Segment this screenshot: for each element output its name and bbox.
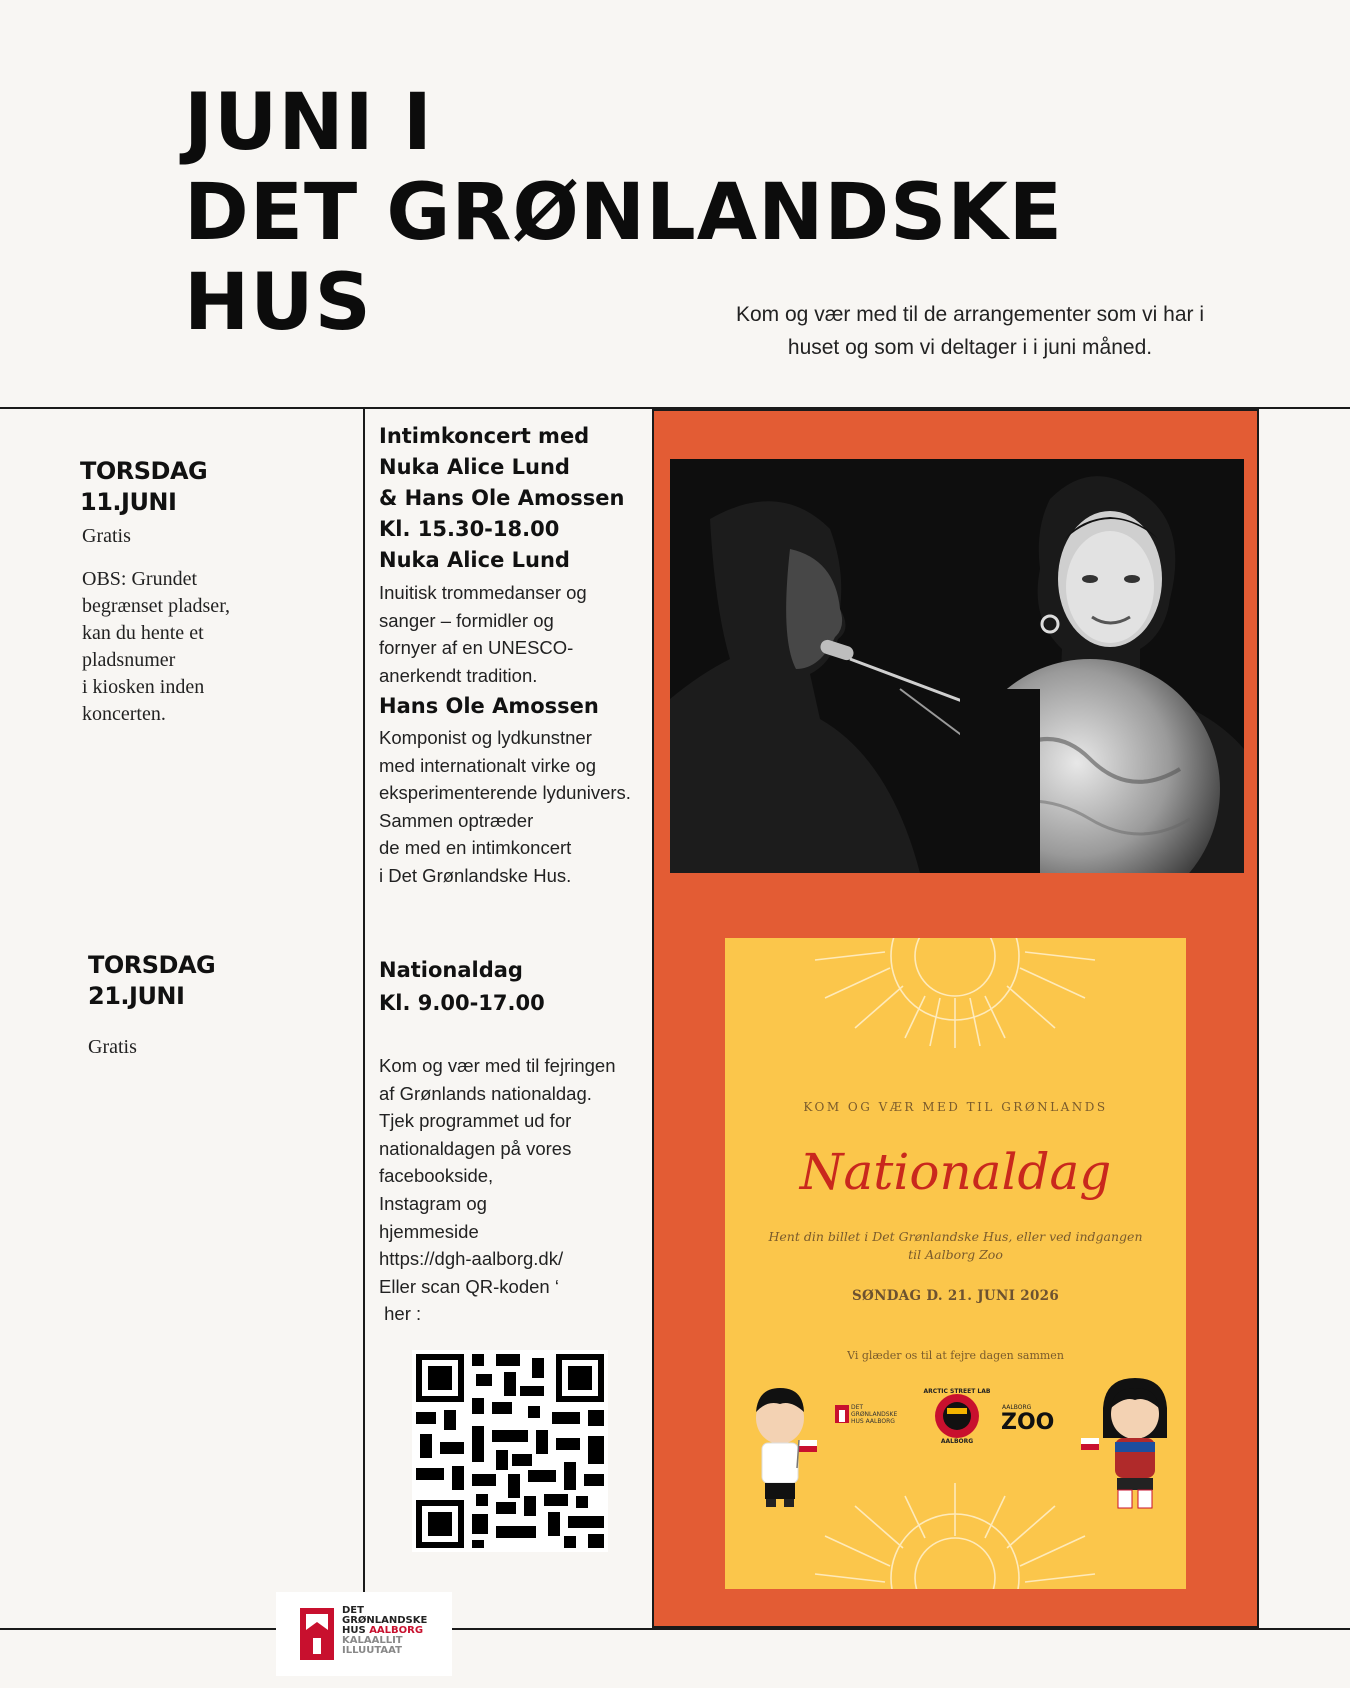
- logo-mark-icon: [300, 1608, 334, 1660]
- artist-2-description: Komponist og lydkunstner med internationalt virke og eksperimenterende lydunivers. Sammen optræder de med en intimkoncert i Det Grønlandske Hus.: [379, 727, 631, 886]
- organization-logo: DET GRØNLANDSKE HUS AALBORG KALAALLIT ILLUUTAAT: [276, 1592, 452, 1676]
- artist-2-name: Hans Ole Amossen: [379, 694, 599, 718]
- event-2-heading: Nationaldag Kl. 9.00-17.00: [379, 958, 545, 1015]
- event-1-note: OBS: Grundet begrænset pladser, kan du hente et pladsnumer i kiosken inden koncerten.: [82, 568, 231, 725]
- poster-arctic-logo: ARCTIC STREET LAB: [923, 1388, 991, 1395]
- poster-date: SØNDAG D. 21. JUNI 2026: [851, 1288, 1060, 1304]
- grid-line-bottom: [0, 1628, 1350, 1630]
- event-1-price: Gratis: [82, 525, 131, 547]
- poster-ticket-info: Hent din billet i Det Grønlandske Hus, eller ved indgangen til Aalborg Zoo: [768, 1229, 1143, 1262]
- column-divider: [363, 407, 365, 1628]
- event-1-heading: Intimkoncert med Nuka Alice Lund & Hans Ole Amossen Kl. 15.30-18.00 Nuka Alice Lund: [379, 421, 625, 576]
- poster-tagline: Vi glæder os til at fejre dagen sammen: [847, 1349, 1064, 1362]
- intro-text: Kom og vær med til de arrangementer som vi har i huset og som vi deltager i i juni måned.: [735, 303, 1205, 359]
- website-link[interactable]: https://dgh-aalborg.dk/: [379, 1248, 564, 1270]
- event-2-date: TORSDAG 21.JUNI: [88, 951, 216, 1010]
- girl-figure-icon: [1081, 1378, 1167, 1508]
- poster-arctic-city: AALBORG: [940, 1438, 974, 1445]
- artist-1-name: Nuka Alice Lund: [379, 548, 570, 572]
- event-2-price: Gratis: [88, 1036, 137, 1058]
- artist-1-description: Inuitisk trommedanser og sanger – formidler og fornyer af en UNESCO- anerkendt tradition.: [379, 582, 587, 686]
- concert-photo: [670, 459, 1244, 873]
- poster-zoo-small: AALBORG: [1002, 1404, 1032, 1411]
- poster-kicker: KOM OG VÆR MED TIL GRØNLANDS: [803, 1100, 1108, 1114]
- nationaldag-poster: [725, 938, 1186, 1589]
- poster-dgh-logo: DET GRØNLANDSKE HUS AALBORG: [851, 1404, 898, 1425]
- event-2-description: Kom og vær med til fejringen af Grønlands nationaldag. Tjek programmet ud for nationaldagen på vores facebookside, Instagram og hjemmeside https://dgh-aalborg.dk/ Eller scan QR-koden ‘ her :: [379, 1055, 616, 1325]
- boy-figure-icon: [756, 1388, 817, 1507]
- poster-zoo-logo: ZOO: [1001, 1410, 1055, 1435]
- event-1-date: TORSDAG 11.JUNI: [80, 457, 208, 516]
- qr-code[interactable]: [412, 1350, 608, 1552]
- poster-title: Nationaldag: [799, 1143, 1112, 1201]
- page-title: JUNI I DET GRØNLANDSKE HUS: [184, 78, 1064, 348]
